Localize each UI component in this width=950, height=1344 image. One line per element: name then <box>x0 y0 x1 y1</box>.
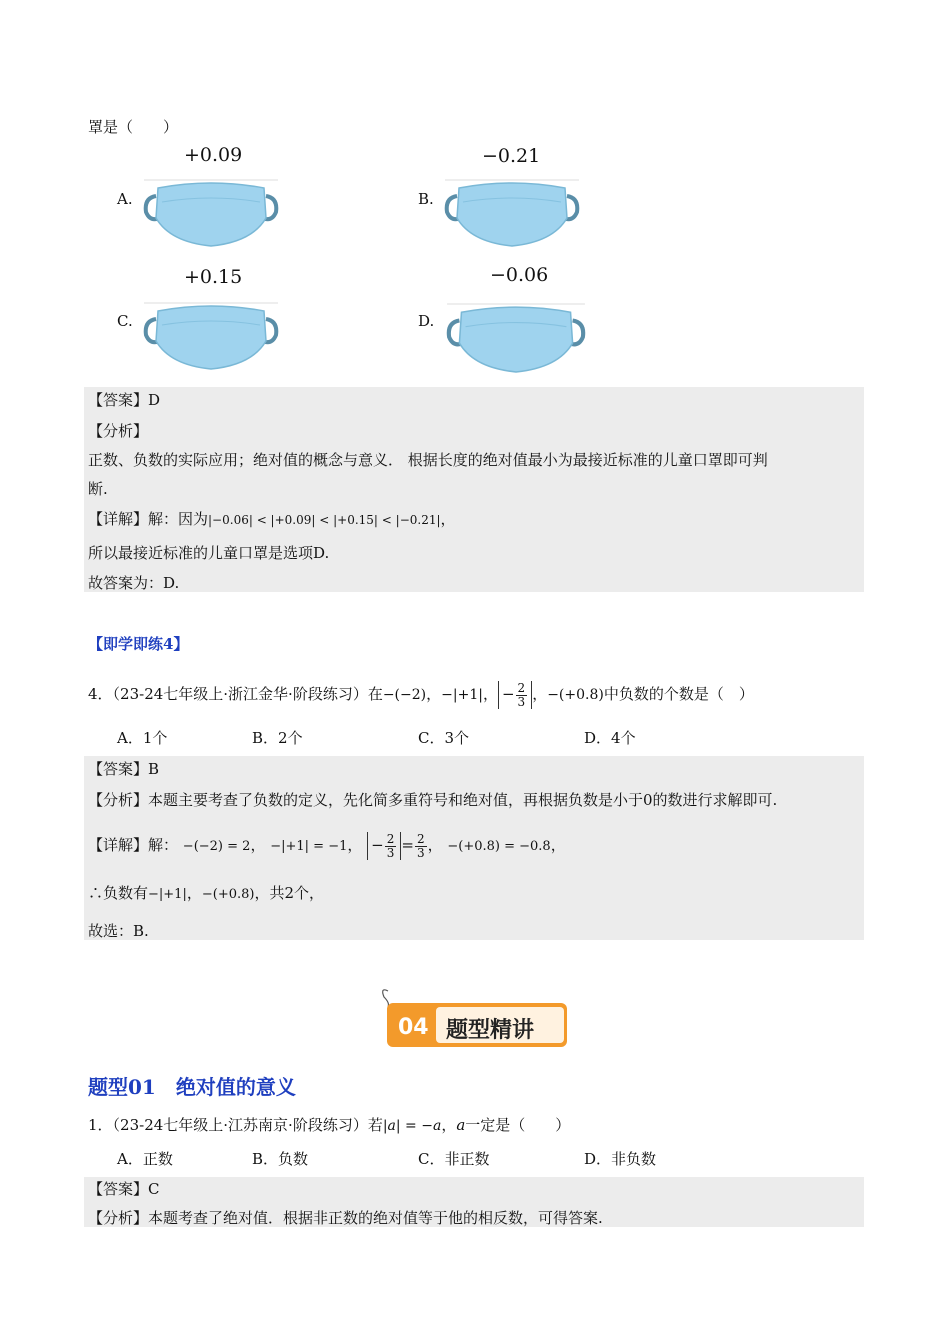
practice-heading: 【即学即练4】 <box>88 635 189 653</box>
analysis-text-cont: 断. <box>88 480 108 498</box>
detail-abs-frac <box>367 832 401 860</box>
choice-a[interactable]: A．1个 <box>117 729 168 747</box>
option-d-value: −0.06 <box>490 264 549 286</box>
answer-line: 【答案】D <box>88 391 161 409</box>
frac-numerator: 2 <box>386 831 395 846</box>
choice-c[interactable]: C．非正数 <box>418 1150 490 1168</box>
badge-number: 04 <box>398 1015 429 1040</box>
final-answer: 故选：B. <box>88 922 149 940</box>
option-b-value: −0.21 <box>482 145 541 167</box>
choice-d[interactable]: D．4个 <box>584 729 636 747</box>
expr-neg-pos-08: −(+0.8) <box>547 687 604 703</box>
detail-eq-2: −|+1| = −1 <box>270 839 348 854</box>
detail-line <box>88 509 456 530</box>
conclusion-prefix: ∴负数有 <box>88 884 149 902</box>
option-c-label: C. <box>117 312 133 330</box>
detail-prefix: 【详解】解： <box>88 836 179 854</box>
final-answer: 故答案为：D. <box>88 574 180 592</box>
stem-suffix: 一定是（ ） <box>465 1116 571 1134</box>
stem-expression: |a| = −a <box>382 1118 442 1134</box>
separator: ， <box>482 685 498 703</box>
question-stem: 罩是（ ） <box>88 118 179 136</box>
mask-icon <box>443 178 581 248</box>
option-a-value: +0.09 <box>184 144 243 166</box>
conclusion-line: 所以最接近标准的儿童口罩是选项D. <box>88 544 330 562</box>
choice-a[interactable]: A．正数 <box>117 1150 173 1168</box>
frac-numerator: 2 <box>517 680 526 695</box>
practice-stem <box>88 681 754 709</box>
choice-d[interactable]: D．非负数 <box>584 1150 657 1168</box>
expr-neg-abs-1: −|+1| <box>441 687 483 703</box>
detail-prefix: 【详解】解：因为 <box>88 510 209 528</box>
badge-text: 题型精讲 <box>446 1018 535 1043</box>
frac-denominator: 3 <box>386 845 395 860</box>
choice-b[interactable]: B．负数 <box>252 1150 309 1168</box>
choice-b[interactable]: B．2个 <box>252 729 303 747</box>
frac-numerator: 2 <box>416 831 425 846</box>
answer-line: 【答案】C <box>88 1180 160 1198</box>
section-title: 题型01 绝对值的意义 <box>88 1075 296 1099</box>
option-d-label: D. <box>418 312 435 330</box>
mask-icon <box>445 300 587 376</box>
frac-denominator: 3 <box>517 694 526 709</box>
conclusion-expr-1: −|+1| <box>148 887 187 902</box>
frac-sign: − <box>371 836 384 854</box>
stem-variable: a <box>456 1116 466 1134</box>
separator: ， <box>441 1116 457 1134</box>
analysis-tag: 【分析】 <box>88 422 149 440</box>
detail-expression: |−0.06| < |+0.09| < |+0.15| < |−0.21| <box>208 513 441 527</box>
detail-eq-1: −(−2) = 2 <box>182 839 251 854</box>
detail-suffix: ， <box>440 510 456 528</box>
stem-prefix: 4．（23-24七年级上·浙江金华·阶段练习）在 <box>88 685 383 703</box>
equals-sign: = <box>401 836 414 854</box>
option-c-value: +0.15 <box>184 266 243 288</box>
expr-abs-frac <box>498 681 532 709</box>
analysis-text: 正数、负数的实际应用；绝对值的概念与意义． 根据长度的绝对值最小为最接近标准的儿童口罩即可判 <box>88 451 768 469</box>
answer-line: 【答案】B <box>88 760 160 778</box>
expr-neg-neg-2: −(−2) <box>382 687 427 703</box>
conclusion-suffix: ，共2个， <box>254 884 325 902</box>
analysis-line: 【分析】本题考查了绝对值．根据非正数的绝对值等于他的相反数，可得答案. <box>88 1209 603 1227</box>
detail-eq-4: −(+0.8) = −0.8 <box>447 839 551 854</box>
conclusion-line: ∴负数有−|+1|，−(+0.8)，共2个， <box>88 884 325 902</box>
frac-denominator: 3 <box>416 845 425 860</box>
frac-sign: − <box>501 685 515 703</box>
separator: ， <box>532 685 548 703</box>
mask-icon <box>142 300 280 372</box>
stem-suffix: 中负数的个数是（ ） <box>603 685 754 703</box>
option-b-label: B. <box>418 190 434 208</box>
conclusion-expr-2: −(+0.8) <box>201 887 255 902</box>
stem-prefix: 1．（23-24七年级上·江苏南京·阶段练习）若 <box>88 1116 383 1134</box>
question-stem <box>88 1115 570 1136</box>
separator: ， <box>426 685 442 703</box>
option-a-label: A. <box>117 190 133 208</box>
analysis-line: 【分析】本题主要考查了负数的定义，先化简多重符号和绝对值，再根据负数是小于0的数进行求解即可. <box>88 791 778 809</box>
choice-c[interactable]: C．3个 <box>418 729 470 747</box>
detail-line: 【详解】解： −(−2) = 2， −|+1| = −1， − $\frac{2}{3}$ = $\frac{2}{3}$ ， −(+0.8) = −0.8， <box>88 831 566 860</box>
mask-icon <box>142 178 280 248</box>
